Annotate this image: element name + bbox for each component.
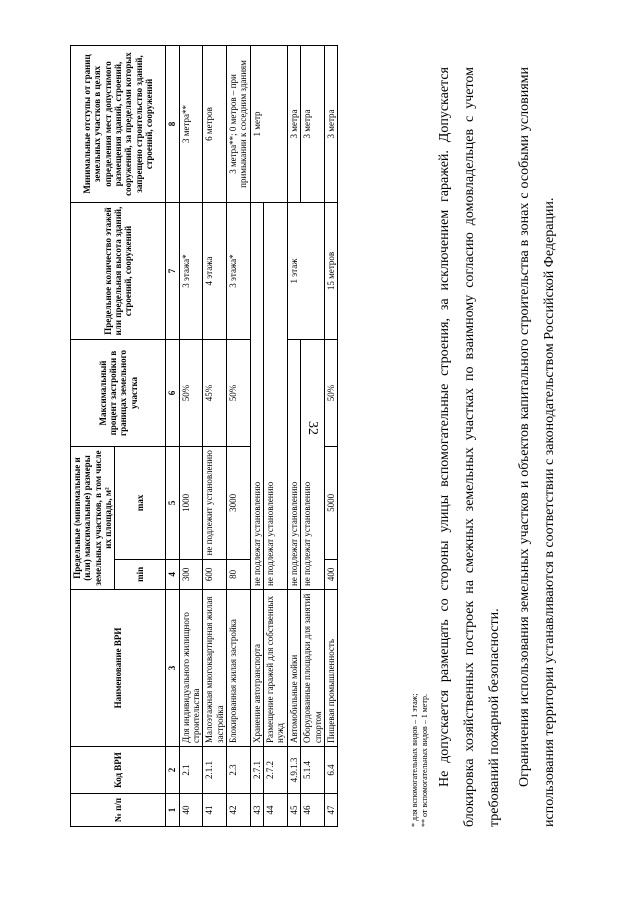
col-number: 2 [166,747,179,794]
header-setback: Минимальные отступы от границ земельных участков в целях определения мест допустимого размещения зданий, строений, сооружений, за пределами которых запрещено строительство зданий, строений, сооружений [71,46,166,203]
header-min: min [115,559,166,589]
row-percent: 50% [227,340,251,447]
row-setback: 6 метров [203,46,227,203]
row-num: 45 [287,794,300,827]
row-code: 2.3 [227,747,251,794]
col-number: 8 [166,46,179,203]
row-max: 1000 [179,447,203,560]
row-name: Автомобильные мойки [287,590,300,747]
row-max: 5000 [324,447,337,560]
footnotes [410,694,431,827]
row-sizes: не подлежат установлению [264,203,288,590]
row-max: 3000 [227,447,251,560]
row-name: Пищевая промышленность [324,590,337,747]
table-row [179,46,203,827]
row-min: 300 [179,559,203,589]
body-paragraph: Не допускается размещать со стороны улицы вспомогательные строения, за исключением гаражей. Допускается блокировка хозяйственных построек на смежных земельных участках по взаимному согласию домовладельцев с учетом требований пожарной безопасности. [437,67,502,827]
row-sizes: не подлежат установлению [301,340,325,590]
row-name: Размещение гаражей для собственных нужд [264,590,288,747]
footnote: * для вспомогательных видов – 1 этаж; [410,693,419,827]
row-setback: 3 метра [301,46,325,203]
row-setback: 3 метра** [179,46,203,203]
row-num: 41 [203,794,227,827]
header-floors: Предельное количество этажей или предельная высота зданий, строений, сооружений [71,203,166,340]
row-name: Хранение автотранспорта [250,590,263,747]
row-min: 80 [227,559,251,589]
row-name: Оборудованные площадки для занятий спортом [301,590,325,747]
row-percent: 50% [179,340,203,447]
row-max: не подлежит установлению [203,447,227,560]
row-name: Блокированная жилая застройка [227,590,251,747]
row-code: 5.1.4 [301,747,325,794]
table-row [203,46,227,827]
body-paragraph: Ограничения использования земельных участков и объектов капитального строительства в зонах с особыми условиями использования территории устанавливаются в соответствии с законодательством Российской Федерации. [517,67,557,827]
row-floors: 3 этажа* [179,203,203,340]
column-numbers-row [166,46,179,827]
row-floors: 15 метров [324,203,337,340]
row-setback: 3 метра**; 0 метров – при примыкании к соседним зданиям [227,46,251,203]
row-num: 46 [301,794,325,827]
col-number: 7 [166,203,179,340]
header-code: Код ВРИ [71,747,166,794]
row-percent: 45% [203,340,227,447]
table-row [287,46,300,827]
header-max: max [115,447,166,560]
header-name: Наименование ВРИ [71,590,166,747]
header-percent: Максимальный процент застройки в границах земельного участка [71,340,166,447]
row-min: 600 [203,559,227,589]
row-setback: 3 метра [287,46,300,203]
table-row [250,46,263,827]
row-sizes: не подлежат установлению [250,203,263,590]
page-number: 32 [305,421,320,435]
row-num: 43 [250,794,263,827]
vri-table [70,45,338,827]
col-number: 6 [166,340,179,447]
header-num: № п/п [71,794,166,827]
footnote: ** от вспомогательных видов – 1 метр. [420,694,430,827]
row-code: 2.7.1 [250,747,263,794]
col-number: 4 [166,559,179,589]
row-num: 47 [324,794,337,827]
row-floors: 3 этажа* [227,203,251,340]
row-code: 2.1.1 [203,747,227,794]
row-floors: 4 этажа [203,203,227,340]
table-row [301,46,325,827]
row-num: 44 [264,794,288,827]
row-name: Для индивидуального жилищного строительства [179,590,203,747]
row-code: 2.7.2 [264,747,288,794]
row-sizes: не подлежат установлению [287,340,300,590]
col-number: 3 [166,590,179,747]
row-num: 42 [227,794,251,827]
row-name: Малоэтажная многоквартирная жилая застройка [203,590,227,747]
row-setback-merged: 1 метр [250,46,287,203]
table-row [324,46,337,827]
row-code: 2.1 [179,747,203,794]
col-number: 1 [166,794,179,827]
row-setback: 3 метра [324,46,337,203]
table-row [227,46,251,827]
header-sizes: Предельные (минимальные и (или) максимальные) размеры земельных участков, в том числе их площадь, м² [71,447,115,590]
row-num: 40 [179,794,203,827]
row-percent: 50% [324,340,337,447]
row-code: 6.4 [324,747,337,794]
row-floors-merged: 1 этаж [287,203,324,340]
col-number: 5 [166,447,179,560]
row-code: 4.9.1.3 [287,747,300,794]
row-min: 400 [324,559,337,589]
